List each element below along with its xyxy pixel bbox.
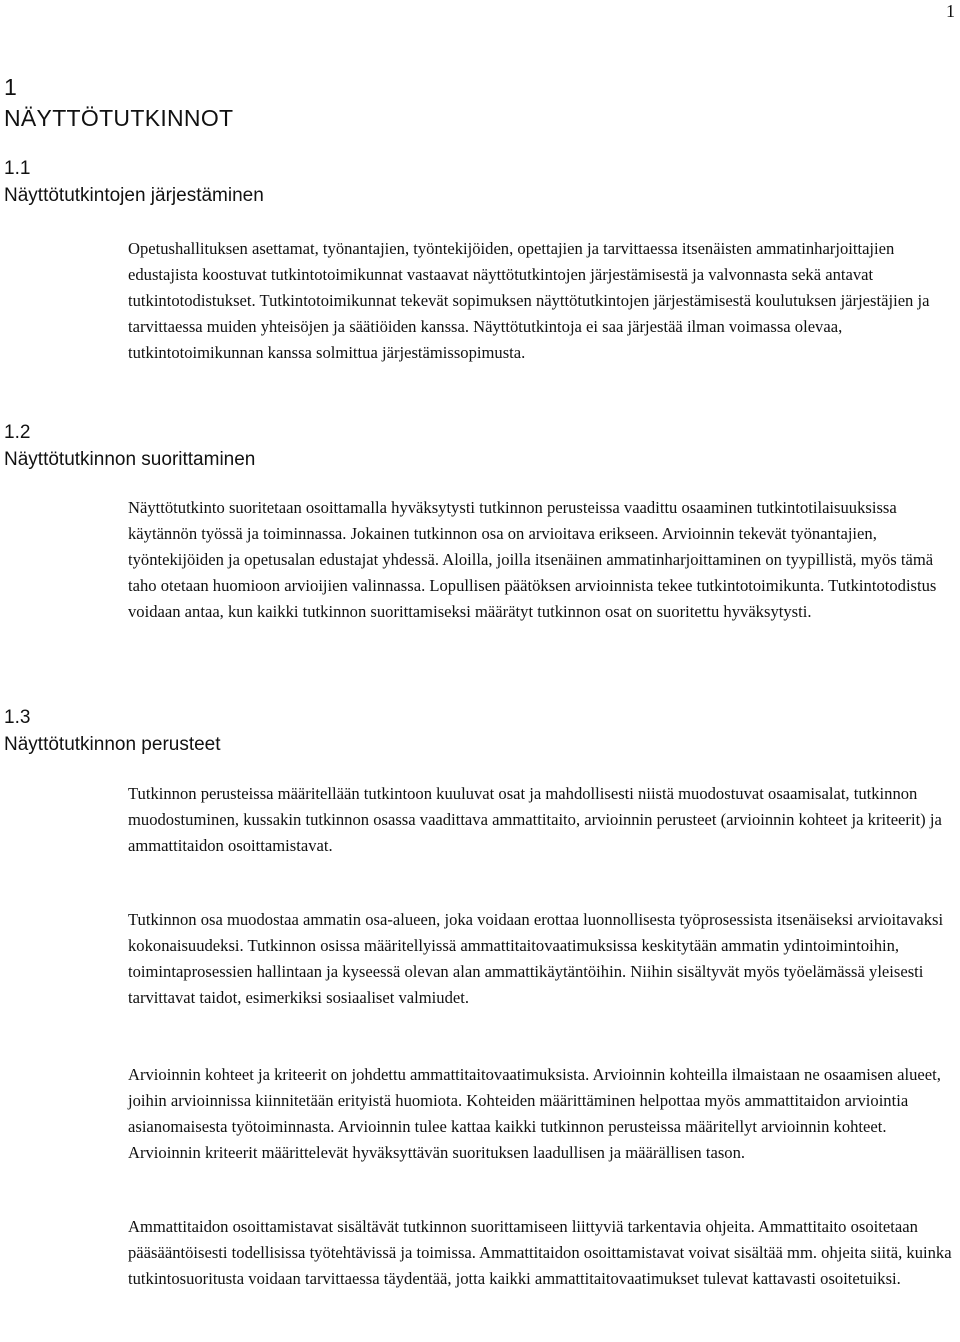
paragraph: Tutkinnon perusteissa määritellään tutkintoon kuuluvat osat ja mahdollisesti niistä muodostuvat osaamisalat, tutkinnon muodostuminen, kussakin tutkinnon osassa vaadittava ammattitaito, arvioinnin perusteet (arvioinnin kohteet ja kriteerit) ja ammattitaidon osoittamistavat. (128, 784, 942, 855)
page-number: 1 (946, 1, 955, 21)
paragraph: Ammattitaidon osoittamistavat sisältävät tutkinnon suorittamiseen liittyviä tarkentavia ohjeita. Ammattitaito osoitetaan pääsääntöisesti todellisissa työtehtävissä ja toimissa. Ammattitaidon osoittamistavat voivat sisältää mm. ohjeita siitä, kuinka tutkintosuoritusta voidaan tarvittaessa täydentää, jotta kaikki ammattitaitovaatimukset tulevat kattavasti osoitetuiksi. (128, 1217, 952, 1288)
section-number: 1.1 (4, 158, 31, 179)
section-heading-1-2 (4, 419, 255, 473)
section-title: Näyttötutkinnon suorittaminen (4, 449, 256, 470)
section-number: 1.3 (4, 707, 31, 728)
section-title: Näyttötutkintojen järjestäminen (4, 185, 264, 206)
chapter-title: NÄYTTÖTUTKINNOT (4, 105, 234, 131)
section-number: 1.2 (4, 422, 31, 443)
chapter-heading (4, 72, 233, 134)
chapter-number: 1 (4, 74, 18, 100)
section-heading-1-3 (4, 704, 221, 758)
paragraph: Opetushallituksen asettamat, työnantajien, työntekijöiden, opettajien ja tarvittaessa itsenäisten ammatinharjoittajien edustajista koostuvat tutkintotoimikunnat vastaavat näyttötutkintojen järjestämisestä ja valvonnasta sekä antavat tutkintotodistukset. Tutkintotoimikunnat tekevät sopimuksen näyttötutkintojen järjestämisestä koulutuksen järjestäjien ja tarvittaessa muiden yhteisöjen ja säätiöiden kanssa. Näyttötutkintoja ei saa järjestää ilman voimassa olevaa, tutkintotoimikunnan kanssa solmittua järjestämissopimusta. (128, 239, 930, 362)
paragraph: Tutkinnon osa muodostaa ammatin osa-alueen, joka voidaan erottaa luonnollisesta työprosessista itsenäiseksi arvioitavaksi kokonaisuudeksi. Tutkinnon osissa määritellyissä ammattitaitovaatimuksissa keskitytään ammatin ydintoimintoihin, toimintaprosessien hallintaan ja kyseessä olevan alan ammattikäytäntöihin. Niihin sisältyvät myös työelämässä yleisesti tarvittavat taidot, esimerkiksi sosiaaliset valmiudet. (128, 910, 944, 1007)
paragraph: Näyttötutkinto suoritetaan osoittamalla hyväksytysti tutkinnon perusteissa vaadittu osaaminen tutkintotilaisuuksissa käytännön työssä ja toiminnassa. Jokainen tutkinnon osa on arvioitava erikseen. Arvioinnin tekevät työnantajien, työntekijöiden ja opetusalan edustajat yhdessä. Aloilla, joilla itsenäinen ammatinharjoittaminen on tyypillistä, myös tämä taho otetaan huomioon arvioijien valinnassa. Lopullisen päätöksen arvioinnista tekee tutkintotoimikunta. Tutkintotodistus voidaan antaa, kun kaikki tutkinnon suorittamiseksi määrätyt tutkinnon osat on suoritettu hyväksytysti. (128, 498, 937, 621)
paragraph: Arvioinnin kohteet ja kriteerit on johdettu ammattitaitovaatimuksista. Arvioinnin kohteilla ilmaistaan ne osaamisen alueet, joihin arvioinnissa kiinnitetään erityistä huomiota. Kohteiden määrittäminen helpottaa myös ammattitaidon arviointia asianomaisesta työtoiminnasta. Arvioinnin tulee kattaa kaikki tutkinnon perusteissa määritellyt arvioinnin kohteet. Arvioinnin kriteerit määrittelevät hyväksyttävän suorituksen laadullisen ja määrällisen tason. (128, 1065, 941, 1162)
section-title: Näyttötutkinnon perusteet (4, 734, 221, 755)
section-heading-1-1 (4, 155, 264, 209)
